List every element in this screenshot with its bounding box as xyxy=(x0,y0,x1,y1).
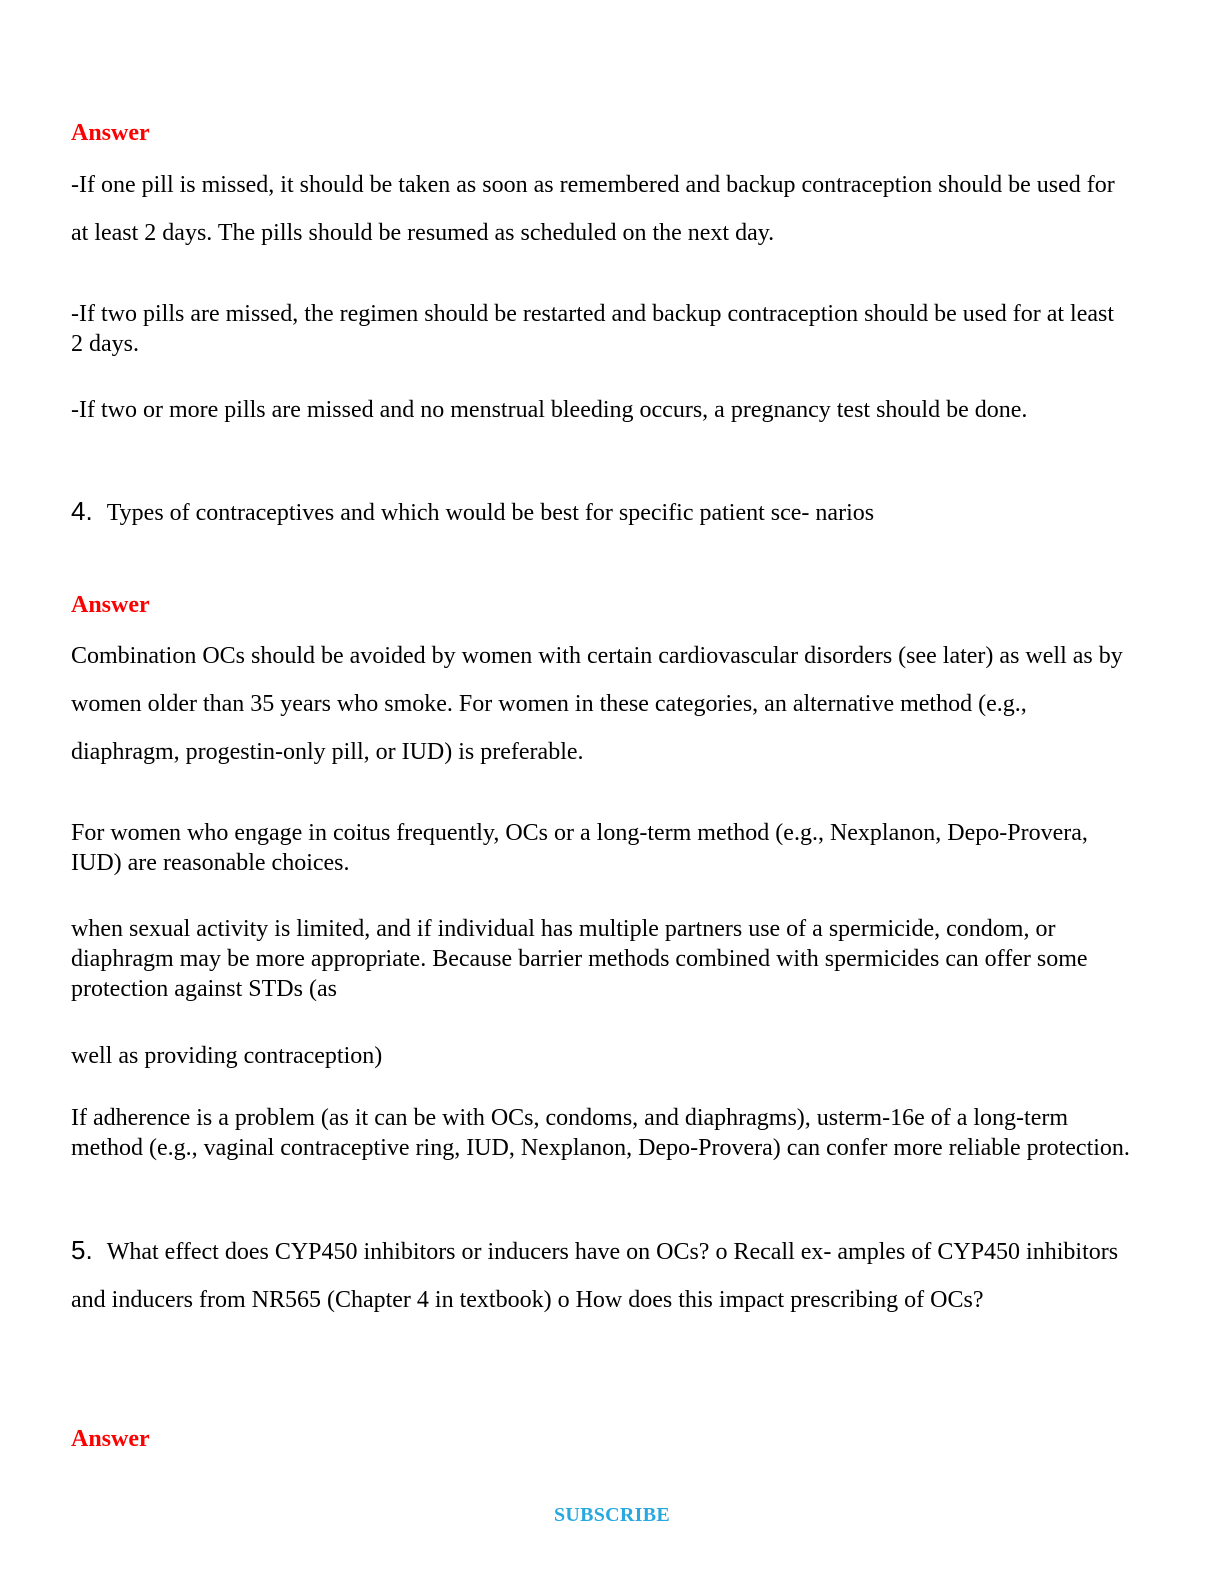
answer-paragraph: -If two pills are missed, the regimen should be restarted and backup contraception should be used for at least 2 days. xyxy=(71,301,1115,357)
question-text: Types of contraceptives and which would be best for specific patient sce- narios xyxy=(106,500,875,526)
question-5 xyxy=(71,1226,1131,1324)
question-4 xyxy=(71,496,1131,528)
question-text: What effect does CYP450 inhibitors or inducers have on OCs? o Recall ex- amples of CYP450 inhibitors and inducers from NR565 (Chapter 4 in textbook) o How does this impact prescribing of OCs? xyxy=(71,1239,1119,1313)
answer-paragraph: well as providing contraception) xyxy=(71,1043,383,1069)
question-number: 5. xyxy=(71,1235,93,1265)
answer-heading: Answer xyxy=(71,1426,150,1452)
answer-paragraph: -If one pill is missed, it should be taken as soon as remembered and backup contraception should be used for at least 2 days. The pills should be resumed as scheduled on the next day. xyxy=(71,172,1115,246)
subscribe-link[interactable]: SUBSCRIBE xyxy=(553,1504,671,1526)
answer-paragraph: -If two or more pills are missed and no menstrual bleeding occurs, a pregnancy test should be done. xyxy=(71,397,1028,423)
answer-paragraph: Combination OCs should be avoided by women with certain cardiovascular disorders (see later) as well as by women older than 35 years who smoke. For women in these categories, an alternative method (e.g., diaphragm, progestin-only pill, or IUD) is preferable. xyxy=(71,643,1123,765)
answer-paragraph: If adherence is a problem (as it can be with OCs, condoms, and diaphragms), usterm-16e of a long-term method (e.g., vaginal contraceptive ring, IUD, Nexplanon, Depo-Provera) can confer more reliable protection. xyxy=(71,1105,1130,1161)
question-number: 4. xyxy=(71,496,93,526)
answer-heading: Answer xyxy=(71,120,150,146)
answer-heading: Answer xyxy=(71,592,150,618)
answer-paragraph: For women who engage in coitus frequently, OCs or a long-term method (e.g., Nexplanon, Depo-Provera, IUD) are reasonable choices. xyxy=(71,820,1088,876)
answer-paragraph: when sexual activity is limited, and if individual has multiple partners use of a spermicide, condom, or diaphragm may be more appropriate. Because barrier methods combined with spermicides can offer some protection against STDs (as xyxy=(71,916,1088,1002)
